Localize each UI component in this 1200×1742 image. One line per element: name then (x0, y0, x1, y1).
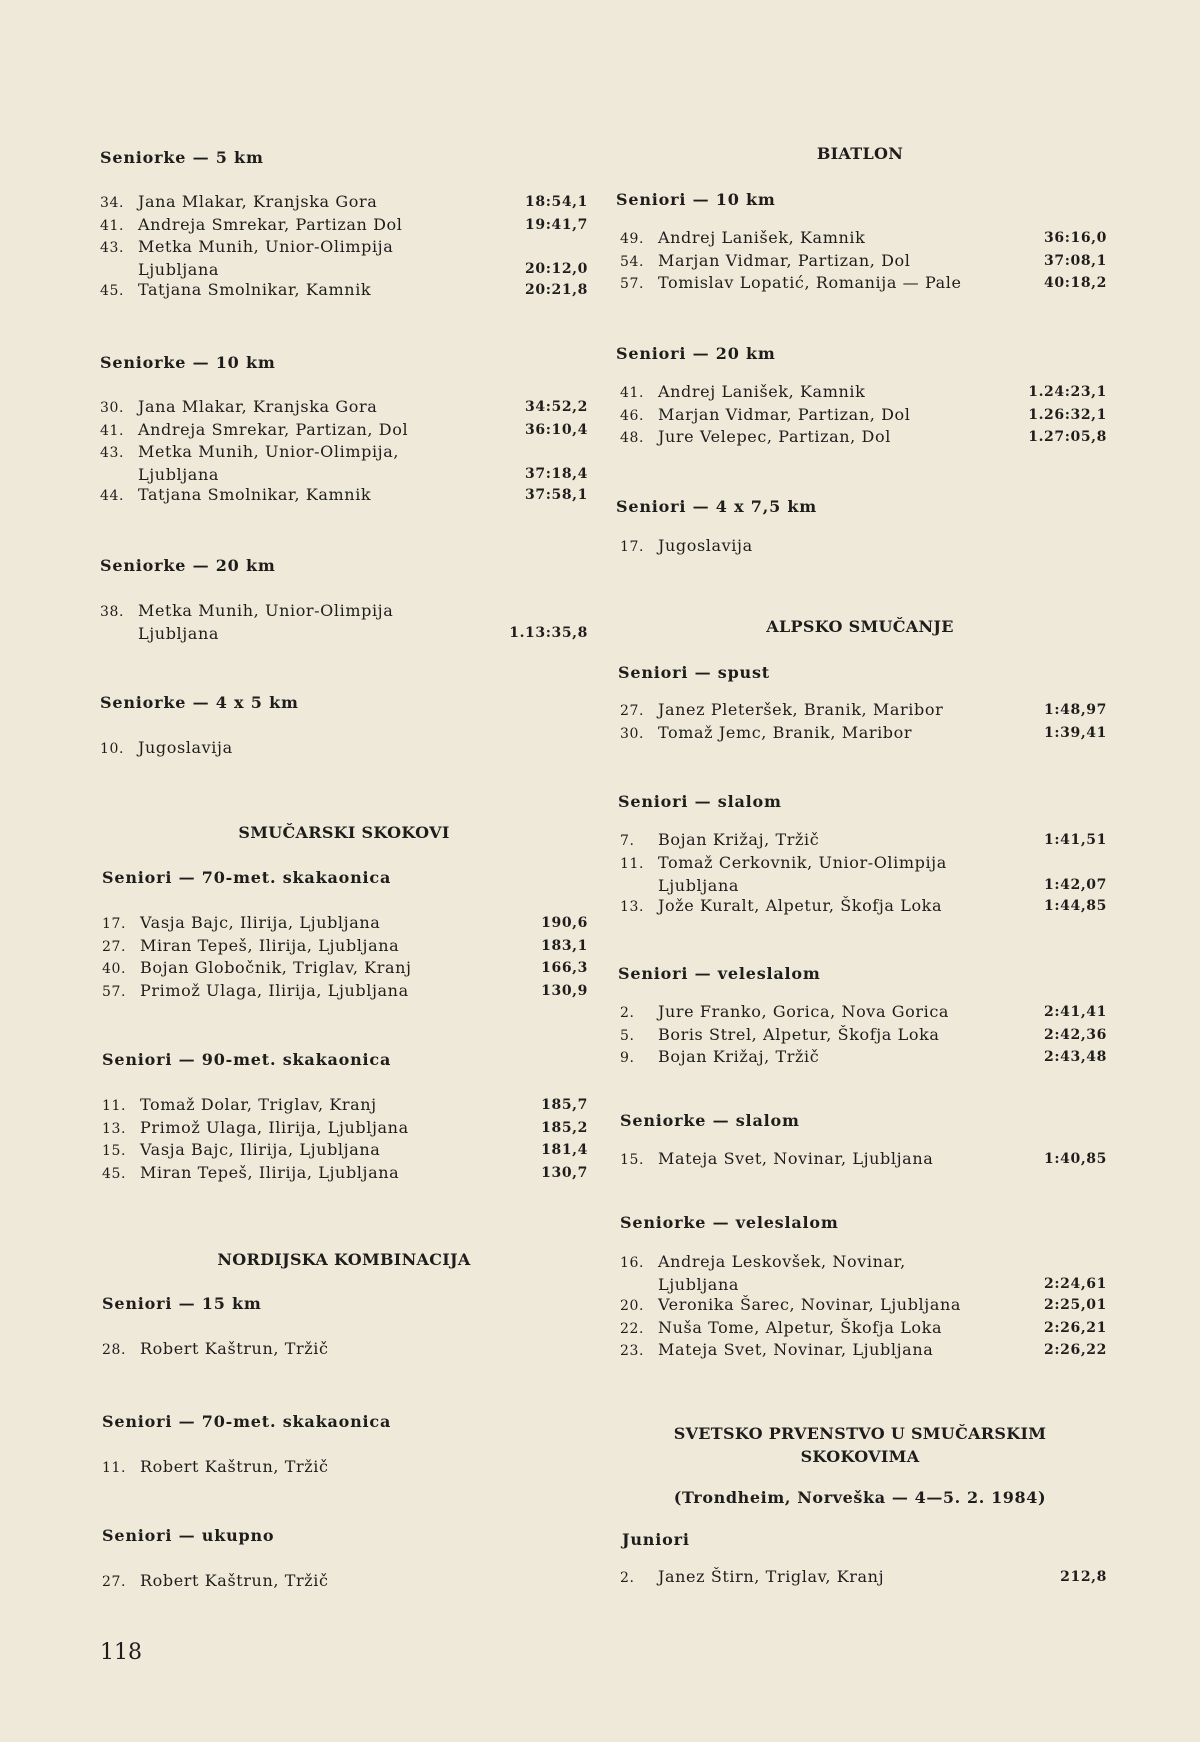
result-row (100, 396, 588, 419)
result-row (100, 214, 588, 237)
result-value: 20:21,8 (525, 282, 588, 298)
result-name: Robert Kaštrun, Tržič (140, 1339, 329, 1358)
result-name: Andreja Smrekar, Partizan Dol (138, 214, 403, 234)
result-rank: 2. (620, 1005, 635, 1021)
result-name: Andreja Leskovšek, Novinar, (658, 1252, 906, 1271)
result-value: 37:08,1 (1044, 252, 1107, 269)
section-title: Seniori — 20 km (616, 344, 776, 363)
result-rank: 7. (620, 833, 635, 849)
result-rank: 16. (620, 1255, 645, 1271)
result-row (620, 1251, 1107, 1296)
result-name: Metka Munih, Unior-Olimpija (138, 237, 394, 256)
result-row (620, 535, 1107, 558)
result-value: 1:41,51 (1044, 832, 1107, 848)
result-name: Jana Mlakar, Kranjska Gora (138, 397, 378, 416)
result-name: Primož Ulaga, Ilirija, Ljubljana (140, 980, 409, 1000)
result-name: Jana Mlakar, Kranjska Gora (138, 192, 378, 211)
result-row (102, 912, 588, 935)
result-name: Tomislav Lopatić, Romanija — Pale (658, 273, 962, 292)
result-name-continued: Ljubljana (658, 875, 739, 895)
result-name: Andreja Smrekar, Partizan, Dol (138, 419, 409, 439)
result-name: Tomaž Jemc, Branik, Maribor (658, 722, 913, 742)
discipline-heading: SKOKOVIMA (800, 1447, 920, 1466)
result-name-continued: Ljubljana (138, 260, 219, 279)
result-rank: 28. (102, 1342, 127, 1358)
section-title: Seniori — ukupno (102, 1526, 275, 1545)
result-row (620, 426, 1107, 449)
result-row (102, 1139, 588, 1162)
result-rank: 13. (102, 1120, 127, 1137)
event-subtitle: (Trondheim, Norveška — 4—5. 2. 1984) (673, 1488, 1047, 1507)
result-name: Marjan Vidmar, Partizan, Dol (658, 404, 911, 424)
result-rank: 46. (620, 407, 645, 424)
result-row (100, 191, 588, 214)
result-name-continued: Ljubljana (138, 465, 219, 484)
section-title: Seniori — 15 km (102, 1294, 262, 1313)
result-rank: 22. (620, 1320, 645, 1337)
result-rank: 41. (100, 217, 125, 234)
result-value: 2:42,36 (1044, 1026, 1107, 1043)
result-row (102, 980, 588, 1003)
result-name-continued: Ljubljana (658, 1275, 739, 1294)
result-value: 130,9 (541, 982, 588, 999)
result-row (620, 227, 1107, 250)
result-rank: 48. (620, 430, 645, 446)
result-row (620, 1317, 1107, 1340)
result-row (620, 1024, 1107, 1047)
result-name: Vasja Bajc, Ilirija, Ljubljana (140, 1140, 381, 1159)
result-row (100, 737, 588, 760)
result-row (102, 1117, 588, 1140)
result-name: Jugoslavija (658, 536, 753, 555)
result-rank: 15. (620, 1152, 645, 1168)
result-rank: 27. (102, 1574, 127, 1590)
result-row (620, 404, 1107, 427)
result-value: 36:16,0 (1044, 230, 1107, 246)
result-name: Metka Munih, Unior-Olimpija, (138, 442, 400, 461)
result-rank: 9. (620, 1050, 635, 1066)
result-row (620, 1148, 1107, 1171)
result-value: 2:41,41 (1044, 1004, 1107, 1020)
result-value: 2:26,22 (1044, 1342, 1107, 1358)
result-rank: 34. (100, 195, 125, 211)
result-name: Bojan Križaj, Tržič (658, 830, 820, 849)
result-name: Andrej Lanišek, Kamnik (658, 382, 866, 401)
result-rank: 30. (620, 725, 645, 742)
result-row (620, 250, 1107, 273)
discipline-heading: BIATLON (816, 144, 904, 163)
result-value: 190,6 (541, 915, 588, 931)
section-title: Seniori — 90-met. skakaonica (102, 1050, 392, 1069)
result-value: 34:52,2 (525, 399, 588, 415)
result-value: 37:58,1 (525, 487, 588, 503)
result-value: 37:18,4 (525, 466, 588, 482)
result-name: Jugoslavija (138, 738, 233, 757)
result-row (620, 1001, 1107, 1024)
result-value: 185,2 (541, 1119, 588, 1136)
result-rank: 5. (620, 1027, 635, 1044)
result-value: 18:54,1 (525, 194, 588, 210)
result-name: Robert Kaštrun, Tržič (140, 1571, 329, 1590)
section-title: Seniorke — 10 km (100, 353, 276, 372)
result-value: 40:18,2 (1044, 275, 1107, 291)
result-rank: 17. (620, 539, 645, 555)
result-row (620, 829, 1107, 852)
result-name: Veronika Šarec, Novinar, Ljubljana (658, 1295, 962, 1314)
result-row (620, 381, 1107, 404)
result-row (100, 441, 588, 486)
discipline-heading: SMUČARSKI SKOKOVI (238, 823, 450, 842)
result-value: 130,7 (541, 1164, 588, 1181)
result-row (100, 419, 588, 442)
section-title: Seniori — spust (618, 663, 770, 682)
section-title: Seniori — 70-met. skakaonica (102, 1412, 392, 1431)
result-name-continued: Ljubljana (138, 624, 219, 643)
result-row (102, 957, 588, 980)
result-row (620, 1294, 1107, 1317)
section-title: Juniori (622, 1530, 690, 1549)
result-rank: 23. (620, 1343, 645, 1359)
result-rank: 20. (620, 1298, 645, 1314)
result-name: Jože Kuralt, Alpetur, Škofja Loka (658, 895, 943, 915)
section-title: Seniorke — slalom (620, 1111, 800, 1130)
result-row (102, 1570, 588, 1593)
result-rank: 41. (100, 422, 125, 439)
result-name: Tatjana Smolnikar, Kamnik (138, 280, 372, 299)
result-rank: 43. (100, 445, 125, 461)
result-rank: 27. (102, 938, 127, 955)
discipline-heading: SVETSKO PRVENSTVO U SMUČARSKIM (673, 1424, 1047, 1443)
result-name: Tomaž Dolar, Triglav, Kranj (140, 1095, 377, 1114)
section-title: Seniorke — 4 x 5 km (100, 693, 299, 712)
result-row (102, 1094, 588, 1117)
result-value: 1:40,85 (1044, 1151, 1107, 1167)
result-value: 1:44,85 (1044, 897, 1107, 914)
result-rank: 15. (102, 1143, 127, 1159)
result-value: 183,1 (541, 937, 588, 954)
result-row (620, 1046, 1107, 1069)
result-value: 181,4 (541, 1142, 588, 1158)
result-name: Marjan Vidmar, Partizan, Dol (658, 250, 911, 270)
result-rank: 54. (620, 253, 645, 270)
result-name: Tomaž Cerkovnik, Unior-Olimpija (658, 852, 947, 872)
result-rank: 10. (100, 741, 125, 757)
result-name: Miran Tepeš, Ilirija, Ljubljana (140, 935, 400, 955)
section-title: Seniorke — veleslalom (620, 1213, 839, 1232)
result-row (100, 236, 588, 281)
result-name: Nuša Tome, Alpetur, Škofja Loka (658, 1317, 943, 1337)
result-row (620, 272, 1107, 295)
section-title: Seniori — 10 km (616, 190, 776, 209)
result-rank: 2. (620, 1570, 635, 1586)
result-value: 166,3 (541, 960, 588, 976)
result-name: Boris Strel, Alpetur, Škofja Loka (658, 1024, 940, 1044)
result-rank: 40. (102, 961, 127, 977)
result-name: Metka Munih, Unior-Olimpija (138, 601, 394, 620)
result-rank: 38. (100, 604, 125, 620)
result-value: 2:24,61 (1044, 1276, 1107, 1292)
result-value: 185,7 (541, 1097, 588, 1113)
section-title: Seniorke — 20 km (100, 556, 276, 575)
result-value: 19:41,7 (525, 216, 588, 233)
result-row (102, 1338, 588, 1361)
result-name: Vasja Bajc, Ilirija, Ljubljana (140, 913, 381, 932)
section-title: Seniori — slalom (618, 792, 782, 811)
result-name: Janez Pleteršek, Branik, Maribor (658, 700, 944, 719)
result-name: Janez Štirn, Triglav, Kranj (658, 1567, 885, 1586)
result-rank: 17. (102, 916, 127, 932)
result-rank: 30. (100, 400, 125, 416)
result-row (620, 852, 1107, 897)
result-name: Mateja Svet, Novinar, Ljubljana (658, 1340, 934, 1359)
section-title: Seniori — veleslalom (618, 964, 821, 983)
result-rank: 43. (100, 240, 125, 256)
result-row (620, 1566, 1107, 1589)
discipline-heading: NORDIJSKA KOMBINACIJA (217, 1250, 471, 1269)
result-row (620, 699, 1107, 722)
result-rank: 57. (102, 983, 127, 1000)
result-name: Robert Kaštrun, Tržič (140, 1457, 329, 1476)
result-row (620, 722, 1107, 745)
result-value: 1:39,41 (1044, 724, 1107, 741)
result-row (102, 1456, 588, 1479)
result-row (102, 1162, 588, 1185)
result-rank: 45. (102, 1165, 127, 1182)
result-value: 1:42,07 (1044, 876, 1107, 893)
result-row (100, 600, 588, 645)
result-value: 2:43,48 (1044, 1049, 1107, 1065)
result-rank: 13. (620, 898, 645, 915)
result-rank: 44. (100, 488, 125, 504)
result-value: 1.24:23,1 (1028, 384, 1107, 400)
result-rank: 41. (620, 385, 645, 401)
result-row (100, 484, 588, 507)
result-name: Miran Tepeš, Ilirija, Ljubljana (140, 1162, 400, 1182)
result-rank: 49. (620, 231, 645, 247)
result-rank: 11. (620, 855, 645, 872)
result-value: 1.13:35,8 (509, 625, 588, 641)
result-value: 1:48,97 (1044, 702, 1107, 718)
result-name: Jure Velepec, Partizan, Dol (658, 427, 891, 446)
result-value: 20:12,0 (525, 261, 588, 277)
result-rank: 11. (102, 1098, 127, 1114)
result-rank: 11. (102, 1460, 127, 1476)
result-name: Tatjana Smolnikar, Kamnik (138, 485, 372, 504)
page-number: 118 (100, 1640, 142, 1665)
result-row (100, 279, 588, 302)
result-value: 36:10,4 (525, 421, 588, 438)
result-value: 212,8 (1060, 1569, 1107, 1585)
result-rank: 45. (100, 283, 125, 299)
result-name: Bojan Križaj, Tržič (658, 1047, 820, 1066)
result-name: Primož Ulaga, Ilirija, Ljubljana (140, 1117, 409, 1137)
result-rank: 57. (620, 276, 645, 292)
section-title: Seniori — 4 x 7,5 km (616, 497, 817, 516)
result-name: Bojan Globočnik, Triglav, Kranj (140, 958, 412, 977)
result-name: Andrej Lanišek, Kamnik (658, 228, 866, 247)
result-rank: 27. (620, 703, 645, 719)
result-value: 2:25,01 (1044, 1297, 1107, 1313)
result-row (102, 935, 588, 958)
result-value: 1.26:32,1 (1028, 406, 1107, 423)
result-name: Mateja Svet, Novinar, Ljubljana (658, 1149, 934, 1168)
discipline-heading: ALPSKO SMUČANJE (766, 617, 954, 636)
result-name: Jure Franko, Gorica, Nova Gorica (658, 1002, 950, 1021)
section-title: Seniorke — 5 km (100, 148, 264, 167)
result-value: 1.27:05,8 (1028, 429, 1107, 445)
result-row (620, 895, 1107, 918)
result-value: 2:26,21 (1044, 1319, 1107, 1336)
section-title: Seniori — 70-met. skakaonica (102, 868, 392, 887)
result-row (620, 1339, 1107, 1362)
